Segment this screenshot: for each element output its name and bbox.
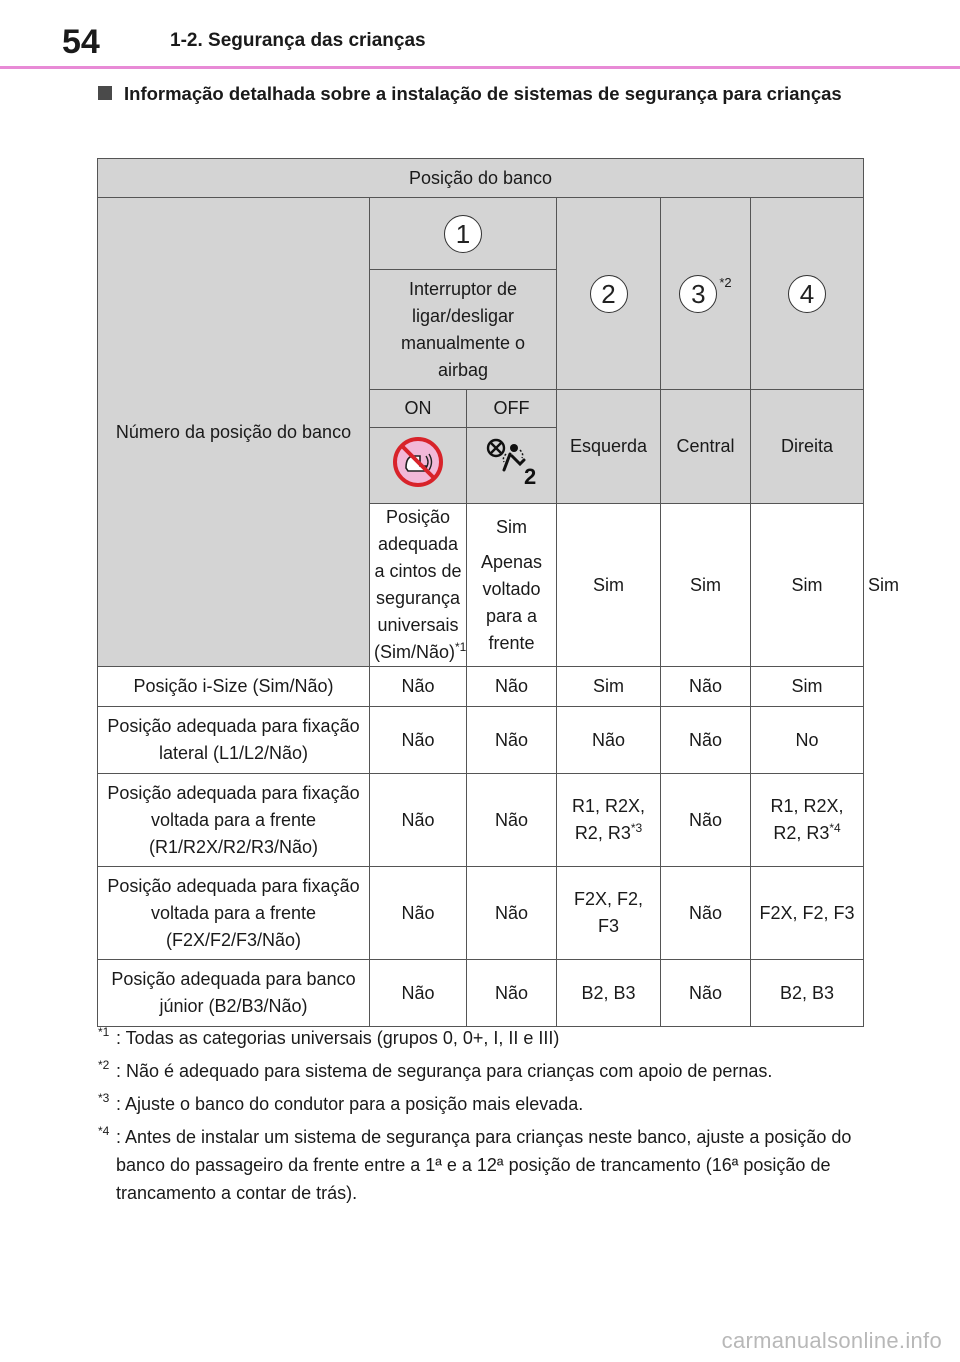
airbag-on-icon-cell	[370, 428, 467, 504]
seat-number-1-cell	[370, 198, 557, 270]
site-watermark: carmanualsonline.info	[721, 1328, 942, 1353]
table-cell-left: B2, B3	[557, 960, 661, 1027]
table-cell-left: Não	[557, 707, 661, 774]
table-row-label: Posição i-Size (Sim/Não)	[98, 667, 370, 707]
footnote-1	[98, 1024, 868, 1052]
seat-number-4-cell	[751, 198, 864, 390]
footnote-text: : Antes de instalar um sistema de segurança para crianças neste banco, ajuste a posição do banco do passageiro da frente entre a 1ª e a 12ª posição de trancamento (16ª posição de trancamento a contar de trás).	[116, 1127, 852, 1203]
seat-position-table: Posição do banco Número da posição do banco 1 2 3 $^{*2}$ 4 Interruptor de ligar/desligar manualmente o airbag ON OFF Esquerda Central Direita 2 Posição adequada a cintos de segurança universais (Sim/Não)$^{*1}$ Sim Apenas voltado para a frente Sim Sim Sim Sim Posição i-Size (Sim/Não) Não Não Sim Não Sim Posição adequada para fixação lateral (L1/L2/Não) Não Não Não Não No Posição adequada para fixação voltada para a frente (R1/R2X/R2/R3/Não) Não Não R1, R2X, R2, R3$^{*3}$ Não R1, R2X, R2, R3$^{*4}$ Posição adequada para fixação voltada para a frente (F2X/F2/F3/Não) Não Não F2X, F2, F3 Não F2X, F2, F3 Posição adequada para banco júnior (B2/B3/Não) Não Não B2, B3 Não B2, B3	[97, 158, 864, 1027]
airbag-on-label: ON	[370, 390, 467, 428]
table-cell-left: R1, R2X, R2, R3$^{*3}$	[557, 774, 661, 867]
table-cell-center: Não	[661, 774, 751, 867]
seat-number-2-cell	[557, 198, 661, 390]
footnote-text: : Não é adequado para sistema de segurança para crianças com apoio de pernas.	[116, 1061, 773, 1081]
footnote-text: : Ajuste o banco do condutor para a posição mais elevada.	[116, 1094, 584, 1114]
bullet-square-icon	[98, 86, 112, 100]
table-cell-right: No	[751, 707, 864, 774]
seat-number-3-cell	[661, 198, 751, 390]
table-cell-off: Não	[467, 867, 557, 960]
seat-number-2-icon: 2	[590, 275, 628, 313]
cell-value: Sim	[496, 516, 527, 537]
section-heading	[98, 82, 858, 105]
seat-number-1-icon: 1	[444, 215, 482, 253]
table-cell-on: Não	[370, 867, 467, 960]
table-cell-off: Sim	[557, 504, 661, 667]
table-cell-left: F2X, F2, F3	[557, 867, 661, 960]
table-cell-on: Não	[370, 707, 467, 774]
seat-number-label: Número da posição do banco	[98, 198, 370, 667]
footnote-4	[98, 1123, 868, 1207]
table-cell-right: Sim	[751, 667, 864, 707]
footnote-2	[98, 1057, 868, 1085]
header-divider	[0, 66, 960, 69]
table-cell-left: Sim	[557, 667, 661, 707]
table-cell-center: Não	[661, 960, 751, 1027]
page-number: 54	[62, 23, 100, 61]
seat-number-3-icon: 3	[679, 275, 717, 313]
table-cell-on: Não	[370, 667, 467, 707]
airbag-off-icon-cell	[467, 428, 557, 504]
footnote-mark: *1	[98, 1025, 110, 1039]
footnote-mark: *2	[98, 1058, 110, 1072]
table-row-label: Posição adequada para fixação lateral (L1/L2/Não)	[98, 707, 370, 774]
table-row-label: Posição adequada a cintos de segurança universais (Sim/Não)$^{*1}$	[370, 504, 467, 667]
table-cell-right: R1, R2X, R2, R3$^{*4}$	[751, 774, 864, 867]
table-row-label: Posição adequada para banco júnior (B2/B3/Não)	[98, 960, 370, 1027]
table-cell-right: F2X, F2, F3	[751, 867, 864, 960]
table-cell-on: Não	[370, 960, 467, 1027]
table-row-label: Posição adequada para fixação voltada para a frente (F2X/F2/F3/Não)	[98, 867, 370, 960]
table-cell-on	[467, 504, 557, 667]
table-cell-left: Sim	[661, 504, 751, 667]
table-cell-off: Não	[467, 960, 557, 1027]
footnotes	[98, 1024, 868, 1212]
seat-center-label: Central	[661, 390, 751, 504]
svg-text:2: 2	[523, 463, 536, 488]
footnote-mark: *3	[98, 1091, 110, 1105]
seat-number-3-note: *2	[719, 274, 732, 290]
table-cell-center: Não	[661, 867, 751, 960]
table-cell-center: Não	[661, 707, 751, 774]
rear-facing-prohibited-icon	[392, 436, 444, 488]
table-cell-on: Não	[370, 774, 467, 867]
seat-number-4-icon: 4	[788, 275, 826, 313]
table-cell-off: Não	[467, 667, 557, 707]
footnote-3	[98, 1090, 868, 1118]
table-cell-right: B2, B3	[751, 960, 864, 1027]
table-cell-off: Não	[467, 707, 557, 774]
airbag-off-icon	[484, 436, 540, 488]
airbag-switch-label: Interruptor de ligar/desligar manualmente o airbag	[370, 270, 557, 390]
table-row-label: Posição adequada para fixação voltada para a frente (R1/R2X/R2/R3/Não)	[98, 774, 370, 867]
footnote-mark: *4	[98, 1124, 110, 1138]
table-title: Posição do banco	[98, 159, 864, 198]
chapter-title: 1-2. Segurança das crianças	[170, 30, 426, 51]
table-cell-off: Não	[467, 774, 557, 867]
table-cell-center: Sim	[751, 504, 864, 667]
seat-right-label: Direita	[751, 390, 864, 504]
airbag-off-label: OFF	[467, 390, 557, 428]
seat-left-label: Esquerda	[557, 390, 661, 504]
section-heading-text: Informação detalhada sobre a instalação de sistemas de segurança para crianças	[124, 83, 842, 104]
cell-note: Apenas voltado para a frente	[480, 551, 543, 653]
footnote-text: : Todas as categorias universais (grupos 0, 0+, I, II e III)	[116, 1028, 560, 1048]
table-cell-center: Não	[661, 667, 751, 707]
